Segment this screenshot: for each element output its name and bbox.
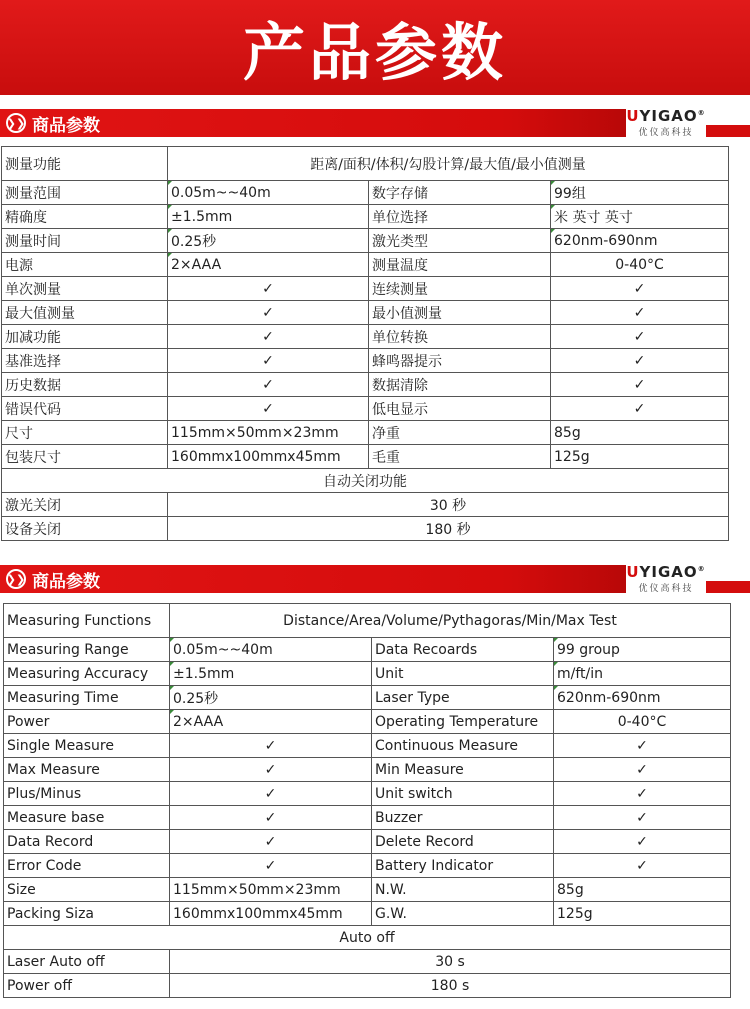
- spec-value: 85g: [551, 421, 729, 445]
- spec-value: ±1.5mm: [170, 662, 372, 686]
- table-row: [2, 397, 729, 421]
- spec-label: Unit: [372, 662, 554, 686]
- spec-value: 180 秒: [168, 517, 729, 541]
- check-mark: ✓: [554, 806, 731, 830]
- spec-label: 设备关闭: [2, 517, 168, 541]
- check-mark: ✓: [168, 277, 369, 301]
- spec-label: N.W.: [372, 878, 554, 902]
- spec-value: 620nm-690nm: [554, 686, 731, 710]
- spec-label: 低电显示: [369, 397, 551, 421]
- table-row: [2, 181, 729, 205]
- spec-label: Data Recoards: [372, 638, 554, 662]
- spec-label: 蜂鸣器提示: [369, 349, 551, 373]
- check-mark: ✓: [170, 734, 372, 758]
- spec-label: 基准选择: [2, 349, 168, 373]
- spec-value: 620nm-690nm: [551, 229, 729, 253]
- spec-value: 99 group: [554, 638, 731, 662]
- table-row: [2, 373, 729, 397]
- table-row: [2, 493, 729, 517]
- check-mark: ✓: [554, 734, 731, 758]
- spec-label: Single Measure: [4, 734, 170, 758]
- check-mark: ✓: [551, 373, 729, 397]
- table-row-functions: [4, 604, 731, 638]
- spec-table-en: [3, 603, 731, 998]
- spec-value: 115mm×50mm×23mm: [170, 878, 372, 902]
- table-row: [4, 950, 731, 974]
- spec-value: 125g: [551, 445, 729, 469]
- spec-label: 测量温度: [369, 253, 551, 277]
- check-mark: ✓: [170, 806, 372, 830]
- spec-label: 单次测量: [2, 277, 168, 301]
- spec-label: 测量功能: [2, 147, 168, 181]
- table-row: [4, 782, 731, 806]
- spec-label: Measuring Functions: [4, 604, 170, 638]
- spec-label: 数据清除: [369, 373, 551, 397]
- spec-label: 加减功能: [2, 325, 168, 349]
- check-mark: ✓: [554, 782, 731, 806]
- table-row: [4, 710, 731, 734]
- spec-label: Delete Record: [372, 830, 554, 854]
- check-mark: ✓: [554, 854, 731, 878]
- spec-label: Laser Type: [372, 686, 554, 710]
- table-row: [2, 421, 729, 445]
- spec-value: 2×AAA: [168, 253, 369, 277]
- check-mark: ✓: [170, 854, 372, 878]
- check-mark: ✓: [551, 349, 729, 373]
- check-mark: ✓: [168, 301, 369, 325]
- table-row: [4, 662, 731, 686]
- spec-value: 160mmx100mmx45mm: [168, 445, 369, 469]
- brand-logo-text: UYIGAO®: [626, 106, 706, 125]
- brand-logo: [626, 103, 706, 141]
- spec-label: 数字存储: [369, 181, 551, 205]
- table-row: [2, 277, 729, 301]
- check-mark: ✓: [168, 373, 369, 397]
- spec-value: 2×AAA: [170, 710, 372, 734]
- section-title-text: 商品参数: [32, 571, 100, 592]
- table-row: [2, 325, 729, 349]
- spec-label: Unit switch: [372, 782, 554, 806]
- check-mark: ✓: [551, 397, 729, 421]
- spec-value: 85g: [554, 878, 731, 902]
- spec-label: Packing Siza: [4, 902, 170, 926]
- spec-label: Error Code: [4, 854, 170, 878]
- spec-label: Measuring Time: [4, 686, 170, 710]
- table-row: [2, 445, 729, 469]
- spec-label: 历史数据: [2, 373, 168, 397]
- spec-value: 0-40°C: [554, 710, 731, 734]
- spec-label: Measuring Range: [4, 638, 170, 662]
- spec-label: Continuous Measure: [372, 734, 554, 758]
- spec-label: Power off: [4, 974, 170, 998]
- spec-label: 精确度: [2, 205, 168, 229]
- spec-value: 99组: [551, 181, 729, 205]
- spec-label: Min Measure: [372, 758, 554, 782]
- header-bar-tail: [706, 125, 750, 137]
- table-row: [2, 517, 729, 541]
- spec-label: 测量时间: [2, 229, 168, 253]
- auto-off-heading: 自动关闭功能: [2, 469, 729, 493]
- spec-label: Size: [4, 878, 170, 902]
- check-mark: ✓: [168, 325, 369, 349]
- spec-label: Measuring Accuracy: [4, 662, 170, 686]
- check-mark: ✓: [554, 830, 731, 854]
- spec-value: 0.05m~~40m: [170, 638, 372, 662]
- spec-label: Data Record: [4, 830, 170, 854]
- top-banner: [0, 0, 750, 95]
- spec-value: 0.05m~~40m: [168, 181, 369, 205]
- table-row: [2, 301, 729, 325]
- spec-value: 180 s: [170, 974, 731, 998]
- auto-off-heading: Auto off: [4, 926, 731, 950]
- spec-value: 30 s: [170, 950, 731, 974]
- check-mark: ✓: [168, 397, 369, 421]
- spec-label: Measure base: [4, 806, 170, 830]
- spec-label: 测量范围: [2, 181, 168, 205]
- spec-label: 连续测量: [369, 277, 551, 301]
- check-mark: ✓: [551, 277, 729, 301]
- table-row: [4, 878, 731, 902]
- spec-value: 0.25秒: [170, 686, 372, 710]
- spec-label: Laser Auto off: [4, 950, 170, 974]
- spec-label: Buzzer: [372, 806, 554, 830]
- brand-logo-text: UYIGAO®: [626, 562, 706, 581]
- check-mark: ✓: [551, 325, 729, 349]
- spec-value: 0-40°C: [551, 253, 729, 277]
- spec-label: 激光关闭: [2, 493, 168, 517]
- spec-value: 0.25秒: [168, 229, 369, 253]
- table-row: [4, 806, 731, 830]
- spec-label: Max Measure: [4, 758, 170, 782]
- check-mark: ✓: [170, 758, 372, 782]
- spec-value: m/ft/in: [554, 662, 731, 686]
- section-header-cn: [0, 103, 750, 145]
- spec-label: Plus/Minus: [4, 782, 170, 806]
- table-row: [2, 205, 729, 229]
- header-bar-tail: [706, 581, 750, 593]
- section-title-en: [6, 565, 100, 593]
- double-chevron-icon: ❯❯: [6, 569, 26, 589]
- table-row: [4, 734, 731, 758]
- table-row: [4, 854, 731, 878]
- spec-label: 单位选择: [369, 205, 551, 229]
- table-row-functions: [2, 147, 729, 181]
- spec-label: Battery Indicator: [372, 854, 554, 878]
- section-title-cn: [6, 109, 100, 137]
- brand-logo-subtitle: 优仪高科技: [638, 127, 694, 138]
- page-title: 产品参数: [242, 16, 507, 89]
- check-mark: ✓: [554, 758, 731, 782]
- spec-value: 30 秒: [168, 493, 729, 517]
- check-mark: ✓: [170, 830, 372, 854]
- spec-value: 米 英寸 英寸: [551, 205, 729, 229]
- check-mark: ✓: [168, 349, 369, 373]
- spec-label: 毛重: [369, 445, 551, 469]
- table-row-auto-off: [4, 926, 731, 950]
- table-row: [4, 686, 731, 710]
- spec-value: 125g: [554, 902, 731, 926]
- spec-label: 最大值测量: [2, 301, 168, 325]
- spec-label: 最小值测量: [369, 301, 551, 325]
- spec-label: Power: [4, 710, 170, 734]
- check-mark: ✓: [551, 301, 729, 325]
- spec-label: 尺寸: [2, 421, 168, 445]
- table-row: [4, 758, 731, 782]
- double-chevron-icon: ❯❯: [6, 113, 26, 133]
- spec-table-cn: [1, 146, 729, 541]
- brand-logo-subtitle: 优仪高科技: [638, 583, 694, 594]
- spec-value: 距离/面积/体积/勾股计算/最大值/最小值测量: [168, 147, 729, 181]
- table-row: [2, 229, 729, 253]
- brand-logo: [626, 559, 706, 597]
- spec-label: 净重: [369, 421, 551, 445]
- spec-label: 激光类型: [369, 229, 551, 253]
- section-header-en: [0, 559, 750, 601]
- spec-value: Distance/Area/Volume/Pythagoras/Min/Max Test: [170, 604, 731, 638]
- spec-value: 160mmx100mmx45mm: [170, 902, 372, 926]
- table-row-auto-off: [2, 469, 729, 493]
- table-row: [4, 638, 731, 662]
- table-row: [4, 974, 731, 998]
- spec-label: G.W.: [372, 902, 554, 926]
- spec-label: 电源: [2, 253, 168, 277]
- spec-label: 错误代码: [2, 397, 168, 421]
- spec-label: Operating Temperature: [372, 710, 554, 734]
- table-row: [4, 830, 731, 854]
- spec-value: 115mm×50mm×23mm: [168, 421, 369, 445]
- section-title-text: 商品参数: [32, 115, 100, 136]
- table-row: [4, 902, 731, 926]
- check-mark: ✓: [170, 782, 372, 806]
- spec-label: 单位转换: [369, 325, 551, 349]
- table-row: [2, 349, 729, 373]
- spec-label: 包装尺寸: [2, 445, 168, 469]
- table-row: [2, 253, 729, 277]
- spec-value: ±1.5mm: [168, 205, 369, 229]
